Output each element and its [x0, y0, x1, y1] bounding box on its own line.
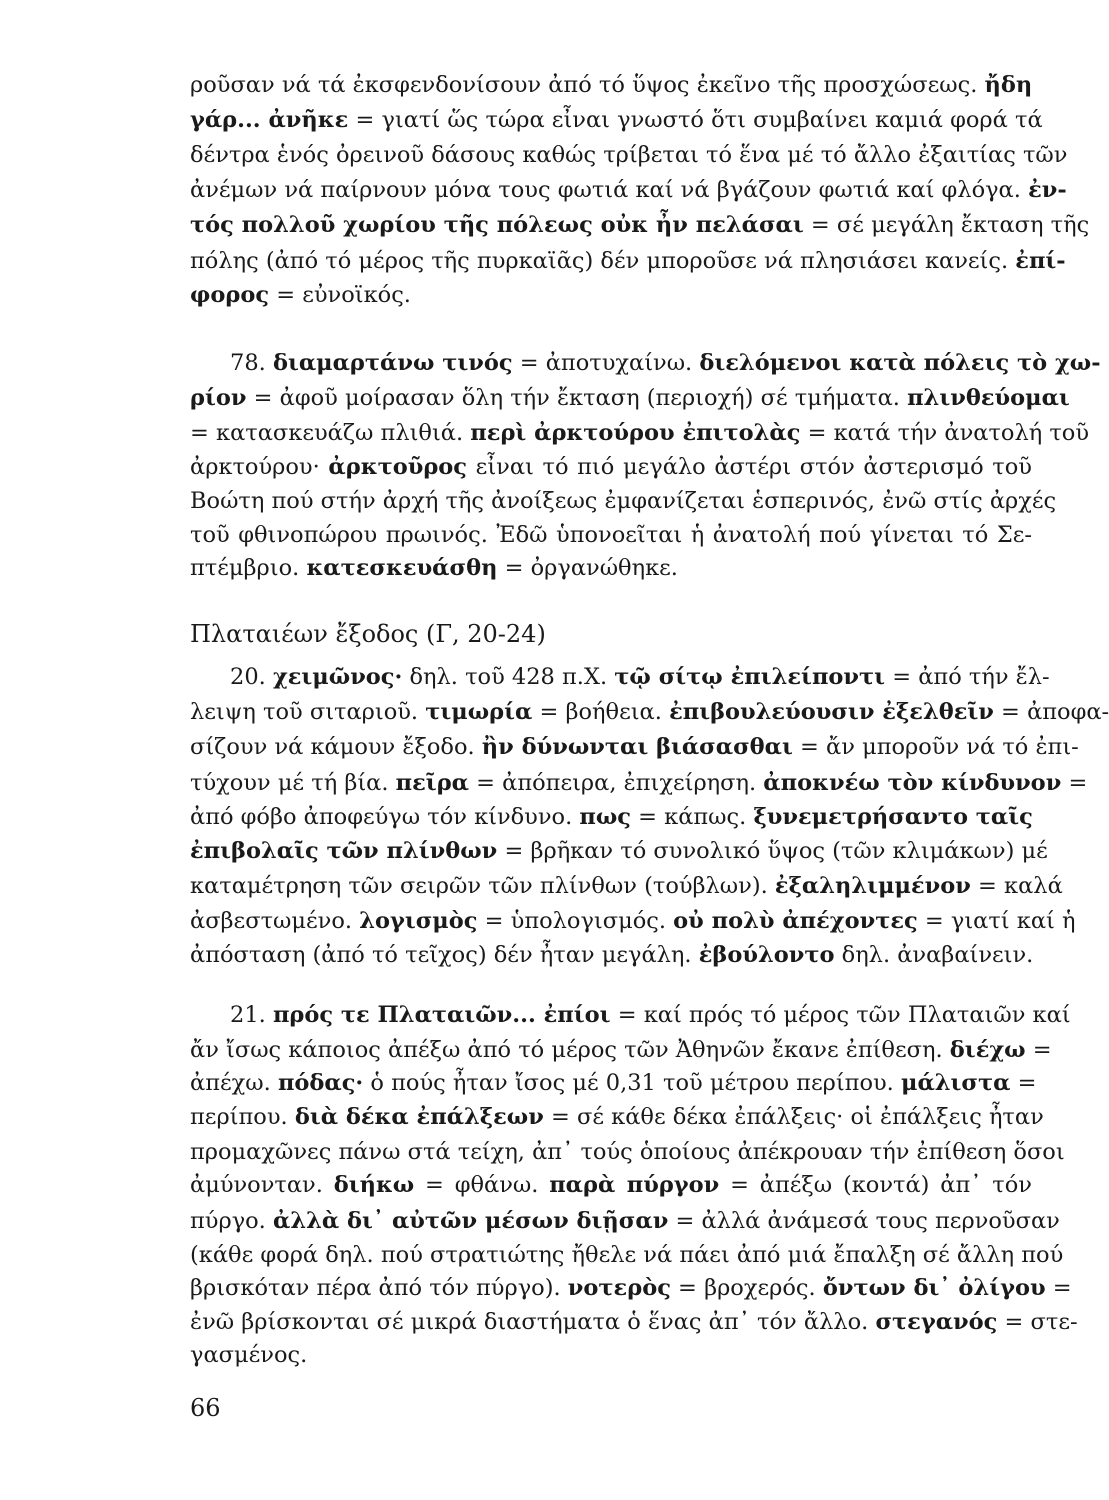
text-line: [190, 140, 1068, 170]
text-run: ἀνέμων νά παίρνουν μόνα τους φωτιά καί νά βγάζουν φωτιά καί φλόγα.: [190, 177, 1029, 203]
text-line: [190, 906, 1076, 936]
text-run: ροῦσαν νά τά ἐκσφενδονίσουν ἀπό τό ὕψος ἐκεῖνο τῆς προσχώσεως.: [190, 72, 985, 98]
text-run: ἀπόσταση (ἀπό τό τεῖχος) δέν ἦταν μεγάλη.: [190, 942, 699, 968]
text-line: [190, 280, 1032, 310]
bold-term: μάλιστα: [900, 1070, 1011, 1096]
bold-term: στεγανός: [875, 1309, 998, 1335]
bold-term: κατεσκευάσθη: [306, 555, 498, 581]
text-line: [190, 1206, 1060, 1236]
text-run: ἀμύνονταν.: [190, 1172, 334, 1198]
bold-term: ἤδη: [984, 72, 1033, 98]
text-line: [190, 520, 1032, 550]
text-run: γασμένος.: [190, 1342, 308, 1368]
text-line: [230, 662, 1050, 692]
text-run: ἄν ἴσως κάποιος ἀπέξω ἀπό τό μέρος τῶν Ἀθηνῶν ἔκανε ἐπίθεση.: [190, 1037, 950, 1063]
text-line: [190, 871, 1063, 901]
text-line: [190, 1035, 1052, 1065]
text-run: δηλ. ἀναβαίνειν.: [834, 942, 1034, 968]
bold-term: διὰ δέκα ἐπάλξεων: [294, 1104, 544, 1130]
page-number: 66: [190, 1394, 221, 1422]
bold-term: ἢν δύνωνται βιάσασθαι: [481, 734, 793, 760]
text-run: = σέ κάθε δέκα ἐπάλξεις· οἱ ἐπάλξεις ἦταν: [543, 1104, 1044, 1130]
bold-term: λογισμὸς: [359, 908, 478, 934]
text-run: = σέ μεγάλη ἔκταση τῆς: [803, 212, 1090, 238]
text-line: [190, 1307, 1078, 1337]
bold-term: ἐν-: [1028, 177, 1067, 203]
text-run: =: [1010, 1070, 1037, 1096]
text-run: = φθάνω.: [414, 1172, 550, 1198]
text-line: [190, 1170, 1032, 1200]
text-run: = ἀφοῦ μοίρασαν ὅλη τήν ἔκταση (περιοχή) σέ τμήματα.: [246, 385, 908, 411]
bold-term: ὄντων δι᾽ ὀλίγου: [822, 1275, 1046, 1301]
text-run: 78.: [230, 350, 273, 376]
text-run: = γιατί καί ἡ: [917, 908, 1076, 934]
text-run: = καλά: [970, 873, 1063, 899]
bold-term: ρίον: [190, 385, 247, 411]
bold-term: διέχω: [949, 1037, 1026, 1063]
bold-term: οὐ πολὺ ἀπέχοντες: [673, 908, 918, 934]
bold-term: φορος: [190, 282, 270, 308]
bold-term: ξυνεμετρήσαντο ταῖς: [753, 804, 1033, 830]
text-line: [190, 175, 1067, 205]
text-run: =: [1045, 1275, 1072, 1301]
bold-term: παρὰ πύργον: [549, 1172, 720, 1198]
text-run: δέντρα ἑνός ὀρεινοῦ δάσους καθώς τρίβεται τό ἕνα μέ τό ἄλλο ἐξαιτίας τῶν: [190, 142, 1068, 168]
bold-term: πλινθεύομαι: [907, 385, 1070, 411]
bold-term: πρός τε Πλαταιῶν... ἐπίοι: [272, 1002, 611, 1028]
text-run: = καί πρός τό μέρος τῶν Πλαταιῶν καί: [610, 1002, 1071, 1028]
text-run: Βοώτη πού στήν ἀρχή τῆς ἀνοίξεως ἐμφανίζεται ἑσπερινός, ἐνῶ στίς ἀρχές: [190, 488, 1057, 514]
text-line: [190, 1340, 1032, 1370]
bold-term: νοτερὸς: [567, 1275, 671, 1301]
bold-term: ἐπιβολαῖς τῶν πλίνθων: [190, 838, 498, 864]
bold-term: γάρ... ἀνῆκε: [190, 107, 349, 133]
text-line: [190, 486, 1057, 516]
text-run: τοῦ φθινοπώρου πρωινός. Ἐδῶ ὑπονοεῖται ἡ ἀνατολή πού γίνεται τό Σε-: [190, 522, 1032, 548]
text-line: [230, 348, 1101, 378]
text-run: πόλης (ἀπό τό μέρος τῆς πυρκαϊᾶς) δέν μποροῦσε νά πλησιάσει κανείς.: [190, 248, 1016, 274]
text-line: [190, 940, 1032, 970]
bold-term: διαμαρτάνω τινός: [272, 350, 513, 376]
text-line: [190, 1273, 1072, 1303]
bold-term: τιμωρία: [425, 699, 533, 725]
bold-term: χειμῶνος·: [272, 664, 403, 690]
text-line: [190, 1240, 1064, 1270]
text-run: βρισκόταν πέρα ἀπό τόν πύργο).: [190, 1275, 568, 1301]
text-run: =: [1061, 770, 1088, 796]
text-run: ἐνῶ βρίσκονται σέ μικρά διαστήματα ὁ ἕνας ἀπ᾽ τόν ἄλλο.: [190, 1309, 876, 1335]
bold-term: ἀλλὰ δι᾽ αὐτῶν μέσων διῇσαν: [273, 1208, 669, 1234]
text-run: σίζουν νά κάμουν ἔξοδο.: [190, 734, 482, 760]
text-run: ἀρκτούρου·: [190, 454, 329, 480]
text-line: [190, 452, 1032, 482]
text-line: [190, 383, 1070, 413]
text-run: =: [1025, 1037, 1052, 1063]
text-run: πτέμβριο.: [190, 555, 307, 581]
bold-term: ἐπί-: [1015, 248, 1066, 274]
text-run: = γιατί ὥς τώρα εἶναι γνωστό ὅτι συμβαίνει καμιά φορά τά: [348, 107, 1043, 133]
text-line: [190, 70, 1032, 100]
text-line: [190, 768, 1088, 798]
bold-term: περὶ ἀρκτούρου ἐπιτολὰς: [470, 420, 801, 446]
text-line: [190, 105, 1043, 135]
bold-term: διελόμενοι κατὰ πόλεις τὸ χω-: [699, 350, 1101, 376]
section-heading: Πλαταιέων ἔξοδος (Γ, 20-24): [190, 620, 546, 648]
text-run: = ἀλλά ἀνάμεσά τους περνοῦσαν: [668, 1208, 1060, 1234]
text-run: πύργο.: [190, 1208, 273, 1234]
text-run: = ὑπολογισμός.: [477, 908, 674, 934]
text-run: ὁ πούς ἦταν ἴσος μέ 0,31 τοῦ μέτρου περίπου.: [363, 1070, 901, 1096]
text-line: [190, 1068, 1037, 1098]
text-line: [190, 802, 1032, 832]
text-line: [190, 697, 1109, 727]
text-run: = ἀπέξω (κοντά) ἀπ᾽ τόν: [719, 1172, 1032, 1198]
text-run: 21.: [230, 1002, 273, 1028]
bold-term: ἐβούλοντο: [698, 942, 835, 968]
text-run: = ἀπό τήν ἔλ-: [885, 664, 1050, 690]
text-run: (κάθε φορά δηλ. πού στρατιώτης ἤθελε νά πάει ἀπό μιά ἔπαλξη σέ ἄλλη πού: [190, 1242, 1064, 1268]
text-run: λειψη τοῦ σιταριοῦ.: [190, 699, 426, 725]
bold-term: τός πολλοῦ χωρίου τῆς πόλεως οὐκ ἦν πελάσαι: [190, 212, 804, 238]
text-line: [190, 836, 1048, 866]
bold-term: ἐπιβουλεύουσιν ἐξελθεῖν: [669, 699, 994, 725]
text-run: τύχουν μέ τή βία.: [190, 770, 396, 796]
text-run: εἶναι τό πιό μεγάλο ἀστέρι στόν ἀστερισμό τοῦ: [467, 454, 1032, 480]
text-run: = εὐνοϊκός.: [269, 282, 411, 308]
text-run: = βοήθεια.: [532, 699, 670, 725]
text-run: = βρῆκαν τό συνολικό ὕψος (τῶν κλιμάκων) μέ: [497, 838, 1048, 864]
bold-term: τῷ σίτῳ ἐπιλείποντι: [614, 664, 886, 690]
text-line: [190, 1102, 1044, 1132]
bold-term: ἐξαληλιμμένον: [774, 873, 971, 899]
bold-term: διήκω: [333, 1172, 415, 1198]
text-run: = βροχερός.: [670, 1275, 823, 1301]
text-line: [190, 732, 1079, 762]
text-run: ἀπέχω.: [190, 1070, 278, 1096]
text-run: περίπου.: [190, 1104, 295, 1130]
text-run: ἀσβεστωμένο.: [190, 908, 360, 934]
bold-term: πεῖρα: [395, 770, 469, 796]
bold-term: ἀρκτοῦρος: [328, 454, 467, 480]
text-run: = ἄν μποροῦν νά τό ἐπι-: [792, 734, 1079, 760]
text-line: [190, 210, 1090, 240]
text-line: [230, 1000, 1071, 1030]
text-run: = ἀπόπειρα, ἐπιχείρηση.: [468, 770, 764, 796]
text-line: [190, 553, 1032, 583]
text-run: ἀπό φόβο ἀποφεύγω τόν κίνδυνο.: [190, 804, 580, 830]
text-run: = ἀποτυχαίνω.: [512, 350, 700, 376]
text-run: = ἀποφα-: [993, 699, 1109, 725]
text-line: [190, 246, 1066, 276]
text-run: 20.: [230, 664, 273, 690]
text-run: = στε-: [997, 1309, 1078, 1335]
text-run: = ὀργανώθηκε.: [497, 555, 678, 581]
bold-term: πόδας·: [277, 1070, 364, 1096]
text-run: = κάπως.: [630, 804, 754, 830]
text-line: [190, 1137, 1065, 1167]
text-run: δηλ. τοῦ 428 π.Χ.: [402, 664, 615, 690]
bold-term: πως: [579, 804, 631, 830]
text-run: καταμέτρηση τῶν σειρῶν τῶν πλίνθων (τούβλων).: [190, 873, 775, 899]
bold-term: ἀποκνέω τὸν κίνδυνον: [763, 770, 1062, 796]
text-run: = κατά τήν ἀνατολή τοῦ: [800, 420, 1090, 446]
text-line: [190, 418, 1090, 448]
text-run: = κατασκευάζω πλιθιά.: [190, 420, 471, 446]
text-run: προμαχῶνες πάνω στά τείχη, ἀπ᾽ τούς ὁποίους ἀπέκρουαν τήν ἐπίθεση ὅσοι: [190, 1139, 1065, 1165]
